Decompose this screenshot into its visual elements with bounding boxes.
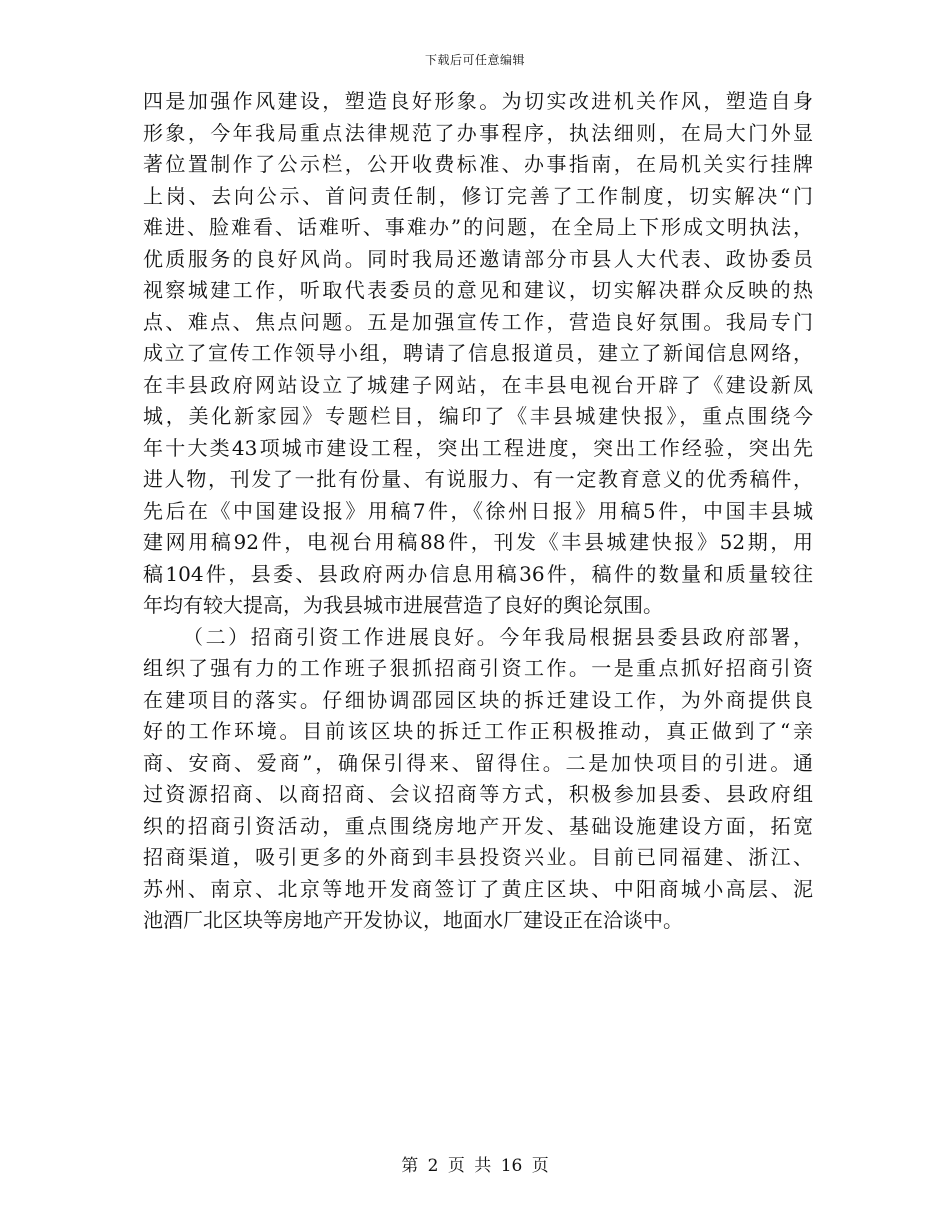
text-line: 年均有较大提高，为我县城市进展营造了良好的舆论氛围。 <box>143 593 663 617</box>
text-line: 先后在《中国建设报》用稿7件，《徐州日报》用稿5件，中国丰县城 <box>143 498 813 523</box>
text-line: 在建项目的落实。仔细协调邵园区块的拆迁建设工作，为外商提供良 <box>143 687 813 712</box>
text-line: 稿104件，县委、县政府两办信息用稿36件，稿件的数量和质量较往 <box>143 561 813 586</box>
text-line: 招商渠道，吸引更多的外商到丰县投资兴业。目前已同福建、浙江、 <box>143 845 813 869</box>
text-line: 在丰县政府网站设立了城建子网站，在丰县电视台开辟了《建设新凤 <box>143 372 813 397</box>
text-line: 组织了强有力的工作班子狠抓招商引资工作。一是重点抓好招商引资 <box>143 656 813 680</box>
text-line: 著位置制作了公示栏，公开收费标准、办事指南，在局机关实行挂牌 <box>143 152 813 176</box>
document-body <box>143 86 813 937</box>
text-line: 商、安商、爱商”，确保引得来、留得住。二是加快项目的引进。通 <box>143 750 813 775</box>
text-line: 进人物，刊发了一批有份量、有说服力、有一定教育意义的优秀稿件， <box>143 467 813 491</box>
text-line: 池酒厂北区块等房地产开发协议，地面水厂建设正在洽谈中。 <box>143 908 683 932</box>
text-line: 形象，今年我局重点法律规范了办事程序，执法细则，在局大门外显 <box>143 120 813 145</box>
text-line: 优质服务的良好风尚。同时我局还邀请部分市县人大代表、政协委员 <box>143 246 813 271</box>
text-line: 城，美化新家园》专题栏目，编印了《丰县城建快报》，重点围绕今 <box>143 404 813 428</box>
text-line: 年十大类43项城市建设工程，突出工程进度，突出工作经验，突出先 <box>143 435 813 460</box>
page-header: 下载后可任意编辑 <box>424 53 525 67</box>
text-line: 难进、脸难看、话难听、事难办”的问题，在全局上下形成文明执法， <box>143 215 813 239</box>
text-line: 视察城建工作，听取代表委员的意见和建议，切实解决群众反映的热 <box>143 278 813 302</box>
text-line: 成立了宣传工作领导小组，聘请了信息报道员，建立了新闻信息网络， <box>143 341 813 365</box>
text-line: 苏州、南京、北京等地开发商签订了黄庄区块、中阳商城小高层、泥 <box>143 876 813 901</box>
text-line: 建网用稿92件，电视台用稿88件，刊发《丰县城建快报》52期，用 <box>143 530 813 554</box>
paragraph-investment <box>143 622 813 937</box>
paragraph-work-style <box>143 86 813 622</box>
text-line: 四是加强作风建设，塑造良好形象。为切实改进机关作风，塑造自身 <box>143 89 813 113</box>
text-line: 织的招商引资活动，重点围绕房地产开发、基础设施建设方面，拓宽 <box>143 813 813 838</box>
text-line: （二）招商引资工作进展良好。今年我局根据县委县政府部署， <box>183 624 813 649</box>
page-number: 第 2 页 共 16 页 <box>401 1156 549 1176</box>
text-line: 过资源招商、以商招商、会议招商等方式，积极参加县委、县政府组 <box>143 782 813 806</box>
text-line: 好的工作环境。目前该区块的拆迁工作正积极推动，真正做到了“亲 <box>143 719 813 743</box>
text-line: 上岗、去向公示、首问责任制，修订完善了工作制度，切实解决“门 <box>143 183 813 208</box>
text-line: 点、难点、焦点问题。五是加强宣传工作，营造良好氛围。我局专门 <box>143 309 813 334</box>
